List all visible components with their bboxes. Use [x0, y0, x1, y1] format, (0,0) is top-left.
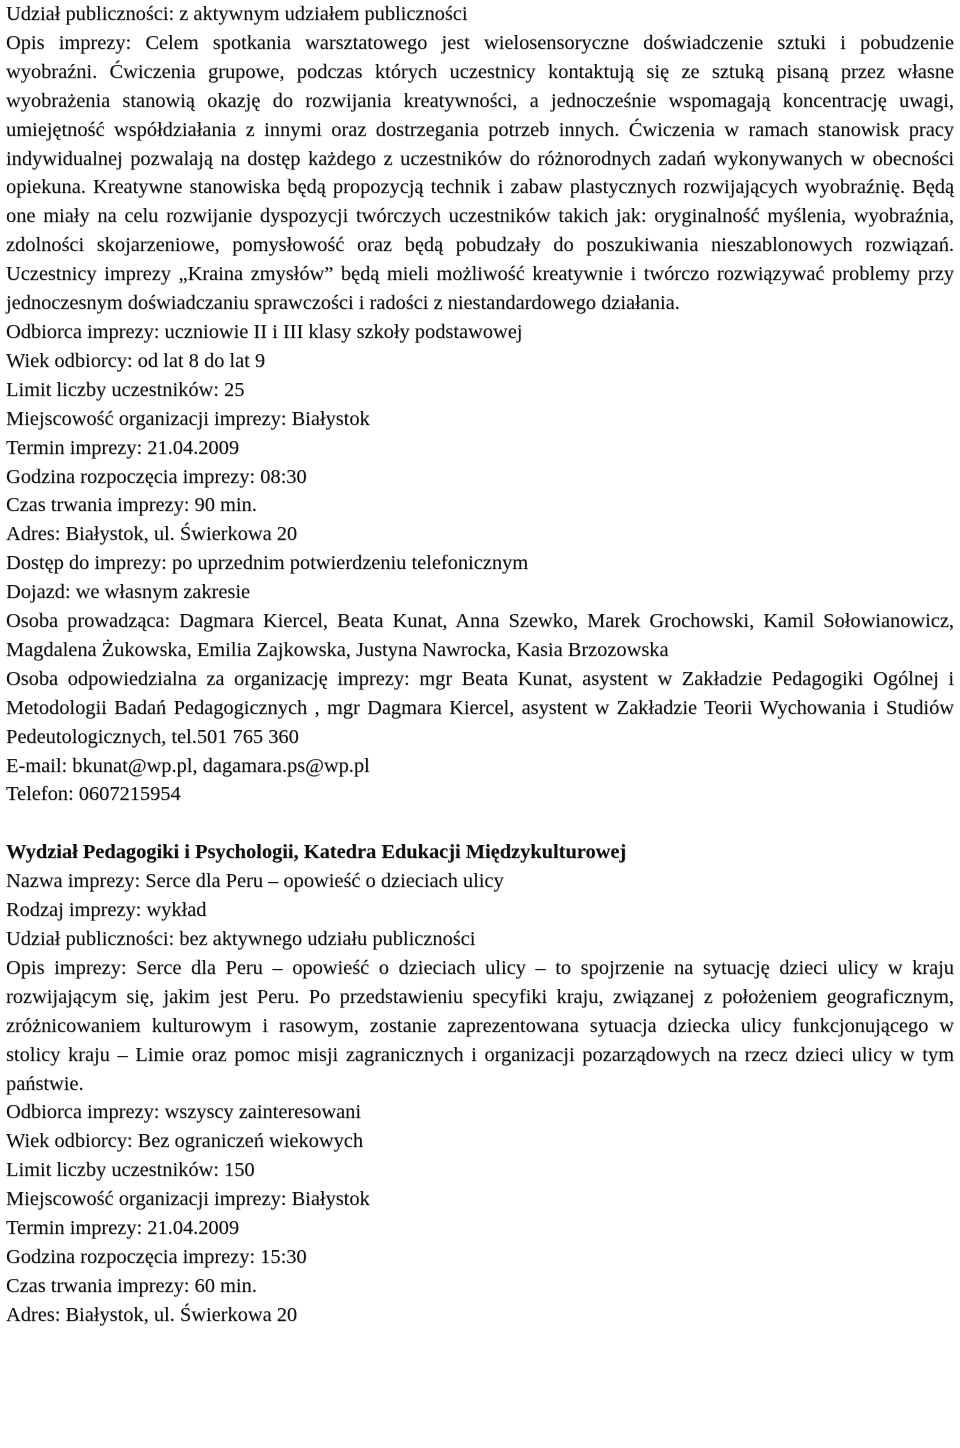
event1-email: E-mail: bkunat@wp.pl, dagamara.ps@wp.pl — [6, 754, 370, 777]
event2-age: Wiek odbiorcy: Bez ograniczeń wiekowych — [6, 1130, 364, 1153]
document-page — [6, 0, 954, 1330]
event2-date: Termin imprezy: 21.04.2009 — [6, 1217, 240, 1240]
event1-start-time: Godzina rozpoczęcia imprezy: 08:30 — [6, 465, 307, 488]
event2-audience: Odbiorca imprezy: wszyscy zainteresowani — [6, 1101, 362, 1124]
event1-phone: Telefon: 0607215954 — [6, 783, 181, 806]
event2-participation: Udział publiczności: bez aktywnego udziału publiczności — [6, 927, 476, 950]
event1-audience: Odbiorca imprezy: uczniowie II i III klasy szkoły podstawowej — [6, 320, 523, 343]
event1-date: Termin imprezy: 21.04.2009 — [6, 436, 240, 459]
event1-place: Miejscowość organizacji imprezy: Białystok — [6, 407, 370, 430]
event2-duration: Czas trwania imprezy: 60 min. — [6, 1274, 257, 1297]
event2-limit: Limit liczby uczestników: 150 — [6, 1159, 255, 1182]
section-spacer — [6, 809, 954, 838]
event1-participation: Udział publiczności: z aktywnym udziałem publiczności — [6, 3, 468, 25]
event2-name: Nazwa imprezy: Serce dla Peru – opowieść o dzieciach ulicy — [6, 870, 504, 893]
event1-access: Dostęp do imprezy: po uprzednim potwierdzeniu telefonicznym — [6, 552, 529, 575]
event2-address: Adres: Białystok, ul. Świerkowa 20 — [6, 1303, 298, 1326]
event1-address: Adres: Białystok, ul. Świerkowa 20 — [6, 523, 298, 546]
section-heading: Wydział Pedagogiki i Psychologii, Katedra Edukacji Międzykulturowej — [6, 841, 627, 864]
event1-duration: Czas trwania imprezy: 90 min. — [6, 494, 257, 517]
event2-type: Rodzaj imprezy: wykład — [6, 899, 207, 922]
event2-start-time: Godzina rozpoczęcia imprezy: 15:30 — [6, 1245, 307, 1268]
event1-transport: Dojazd: we własnym zakresie — [6, 581, 251, 604]
event1-limit: Limit liczby uczestników: 25 — [6, 378, 245, 401]
event1-responsible: Osoba odpowiedzialna za organizację imprezy: mgr Beata Kunat, asystent w Zakładzie Pedagogiki Ogólnej i Metodologii Badań Pedagogicznych , mgr Dagmara Kiercel, asystent w Zakładzie Teorii Wychowania i Studiów Pedeutologicznych, tel.501 765 360 — [6, 667, 954, 748]
event1-description: Opis imprezy: Celem spotkania warsztatowego jest wielosensoryczne doświadczenie sztuki i pobudzenie wyobraźni. Ćwiczenia grupowe, podczas których uczestnicy kontaktują się ze sztuką pisaną przez własne wyobrażenia stanowią okazję do rozwijania kreatywności, a jednocześnie wspomagają koncentrację uwagi, umiejętność współdziałania z innymi oraz dostrzegania potrzeb innych. Ćwiczenia w ramach stanowisk pracy indywidualnej pozwalają na dostęp każdego z uczestników do różnorodnych zadań wykonywanych w obecności opiekuna. Kreatywne stanowiska będą propozycją technik i zabaw plastycznych rozwijających wyobraźnię. Będą one miały na celu rozwijanie dyspozycji twórczych uczestników takich jak: oryginalność myślenia, wyobraźnia, zdolności skojarzeniowe, pomysłowość oraz będą pobudzały do poszukiwania nieszablonowych rozwiązań. Uczestnicy imprezy „Kraina zmysłów” będą mieli możliwość kreatywnie i twórczo rozwiązywać problemy przy jednoczesnym doświadczaniu sprawczości i radości z niestandardowego działania. — [6, 31, 954, 315]
event1-hosts: Osoba prowadząca: Dagmara Kiercel, Beata Kunat, Anna Szewko, Marek Grochowski, Kamil Sołowianowicz, Magdalena Żukowska, Emilia Zajkowska, Justyna Nawrocka, Kasia Brzozowska — [6, 610, 954, 661]
event1-age: Wiek odbiorcy: od lat 8 do lat 9 — [6, 349, 266, 372]
event2-place: Miejscowość organizacji imprezy: Białystok — [6, 1188, 370, 1211]
event2-description: Opis imprezy: Serce dla Peru – opowieść o dzieciach ulicy – to spojrzenie na sytuację dzieci ulicy w kraju rozwijającym się, jakim jest Peru. Po przedstawieniu specyfiki kraju, związanej z położeniem geograficznym, zróżnicowaniem kulturowym i rasowym, zostanie zaprezentowana sytuacja dziecka ulicy funkcjonującego w stolicy kraju – Limie oraz pomoc misji zagranicznych i organizacji pozarządowych na rzecz dzieci ulicy w tym państwie. — [6, 956, 954, 1095]
